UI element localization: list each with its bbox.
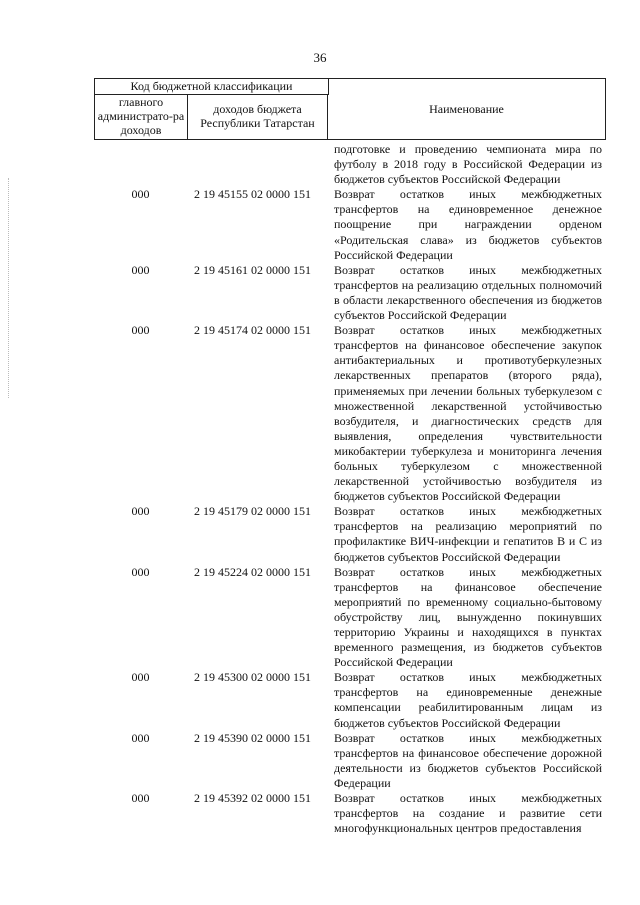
- revenue-code-cell: 2 19 45390 02 0000 151: [194, 730, 311, 745]
- revenue-code-cell: 2 19 45161 02 0000 151: [194, 262, 311, 277]
- admin-code-cell: 000: [131, 564, 150, 579]
- revenue-code-cell: 2 19 45392 02 0000 151: [194, 791, 311, 806]
- admin-code-cell: 000: [131, 730, 150, 745]
- table-row: [94, 565, 606, 671]
- table-row: [94, 187, 606, 262]
- name-cell: Возврат остатков иных межбюджетных трансфертов на финансовое обеспечение мероприятий по временному социально-бытовому обустройству лиц, вынужденно покинувших территорию Украины и находящихся в пунктах временного размещения, из бюджетов субъектов Российской Федерации: [334, 564, 602, 670]
- table-row: [94, 670, 606, 730]
- table-row: [94, 731, 606, 791]
- table-row: [94, 791, 606, 836]
- header-budget-code-group: Код бюджетной классификации: [95, 79, 329, 95]
- name-cell: Возврат остатков иных межбюджетных трансфертов на реализацию отдельных полномочий в области лекарственного обеспечения из бюджетов субъектов Российской Федерации: [334, 262, 602, 323]
- header-revenue-column: доходов бюджета Республики Татарстан: [188, 94, 328, 139]
- admin-code-cell: 000: [131, 187, 150, 202]
- revenue-code-cell: 2 19 45224 02 0000 151: [194, 564, 311, 579]
- revenue-code-cell: 2 19 45174 02 0000 151: [194, 323, 311, 338]
- admin-code-cell: 000: [131, 323, 150, 338]
- table-row: [94, 504, 606, 564]
- name-cell: Возврат остатков иных межбюджетных трансфертов на создание и развитие сети многофункциональных центров предоставления: [334, 791, 602, 836]
- admin-code-cell: 000: [131, 504, 150, 519]
- page-number: 36: [313, 50, 327, 65]
- table-row-continuation: [94, 142, 606, 187]
- header-name-column: Наименование: [429, 102, 504, 116]
- table-row: [94, 263, 606, 323]
- name-cell: Возврат остатков иных межбюджетных трансфертов на реализацию мероприятий по профилактике ВИЧ-инфекции и гепатитов В и С из бюджетов субъектов Российской Федерации: [334, 504, 602, 564]
- admin-code-cell: 000: [131, 262, 150, 277]
- revenue-code-cell: 2 19 45155 02 0000 151: [194, 187, 311, 202]
- name-cell: Возврат остатков иных межбюджетных трансфертов на единовременное денежное поощрение при награждении орденом «Родительская слава» из бюджетов субъектов Российской Федерации: [334, 187, 602, 262]
- name-cell: Возврат остатков иных межбюджетных трансфертов на единовременные денежные компенсации реабилитированным лицам из бюджетов субъектов Российской Федерации: [334, 670, 602, 730]
- table-row: [94, 323, 606, 504]
- admin-code-cell: 000: [131, 670, 150, 685]
- name-cell: подготовке и проведению чемпионата мира по футболу в 2018 году в Российской Федерации из бюджетов субъектов Российской Федерации: [334, 142, 602, 187]
- name-cell: Возврат остатков иных межбюджетных трансфертов на финансовое обеспечение закупок антибактериальных и противотуберкулезных лекарственных препаратов (второго ряда), применяемых при лечении больных туберкулезом с множественной лекарственной устойчивостью возбудителя, и диагностических средств для выявления, определения чувствительности микобактерии туберкулеза и мониторинга лечения больных туберкулезом с множественной лекарственной устойчивостью возбудителя из бюджетов субъектов Российской Федерации: [334, 323, 602, 504]
- table-header: [94, 78, 606, 140]
- header-admin-column: главного администрато-ра доходов: [95, 94, 188, 139]
- margin-mark: [8, 178, 10, 398]
- admin-code-cell: 000: [131, 791, 150, 806]
- revenue-code-cell: 2 19 45300 02 0000 151: [194, 670, 311, 685]
- revenue-code-cell: 2 19 45179 02 0000 151: [194, 504, 311, 519]
- name-cell: Возврат остатков иных межбюджетных трансфертов на финансовое обеспечение дорожной деятельности из бюджетов субъектов Российской Федерации: [334, 730, 602, 790]
- table-body: [94, 142, 606, 836]
